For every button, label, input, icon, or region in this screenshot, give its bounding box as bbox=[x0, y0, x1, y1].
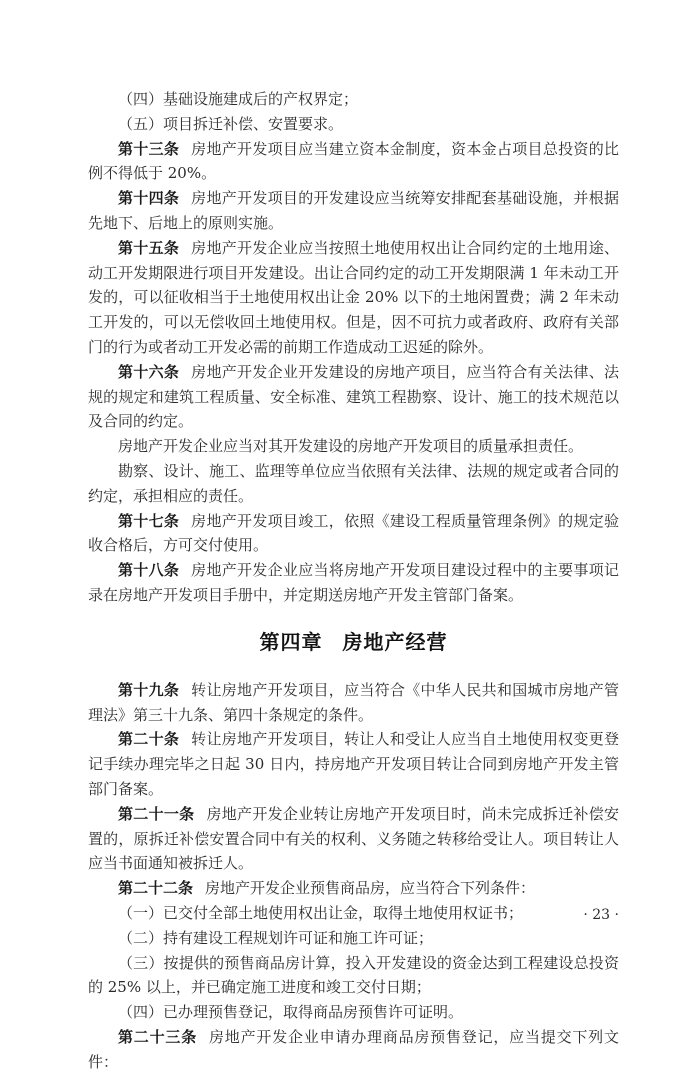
paragraph-text: 房地产开发项目竣工，依照《建设工程质量管理条例》的规定验收合格后，方可交付使用。 bbox=[88, 511, 619, 555]
article-label: 第十四条 bbox=[118, 189, 180, 208]
paragraph-text: 房地产开发企业应当将房地产开发项目建设过程中的主要事项记录在房地产开发项目手册中，并定期送房地产开发主管部门备案。 bbox=[88, 561, 619, 604]
paragraph-text: 房地产开发企业转让房地产开发项目时，尚未完成拆迁补偿安置的，原拆迁补偿安置合同中有关的权利、义务随之转移给受让人。项目转让人应当书面通知被拆迁人。 bbox=[88, 804, 619, 873]
paragraph bbox=[88, 1000, 619, 1025]
article-paragraph bbox=[88, 876, 619, 901]
article-label: 第十九条 bbox=[118, 680, 180, 699]
article-label: 第二十三条 bbox=[118, 1027, 197, 1046]
article-paragraph bbox=[88, 802, 619, 876]
paragraph bbox=[88, 951, 619, 1001]
paragraph bbox=[88, 434, 619, 459]
paragraph bbox=[88, 901, 619, 926]
paragraph-text: （二）持有建设工程规划许可证和施工许可证； bbox=[118, 928, 434, 947]
paragraph-text: （四）基础设施建成后的产权界定； bbox=[118, 90, 359, 108]
paragraph-text: （三）按提供的预售商品房计算，投入开发建设的资金达到工程建设总投资的 25% 以上，并已确定施工进度和竣工交付日期； bbox=[88, 953, 619, 997]
article-label: 第二十条 bbox=[118, 730, 180, 749]
paragraph-text: 房地产开发企业开发建设的房地产项目，应当符合有关法律、法规的规定和建筑工程质量、安全标准、建筑工程勘察、设计、施工的技术规范以及合同的约定。 bbox=[88, 362, 619, 431]
article-label: 第十八条 bbox=[118, 561, 180, 580]
chapter-title: 房地产经营 bbox=[342, 629, 448, 654]
article-label: 第十七条 bbox=[118, 511, 180, 530]
paragraph-text: 勘察、设计、施工、监理等单位应当依照有关法律、法规的规定或者合同的约定，承担相应的责任。 bbox=[88, 461, 619, 505]
article-label: 第十五条 bbox=[118, 238, 180, 257]
article-paragraph bbox=[88, 236, 619, 360]
article-label: 第二十一条 bbox=[118, 804, 195, 823]
paragraph-text: 转让房地产开发项目，应当符合《中华人民共和国城市房地产管理法》第三十九条、第四十条规定的条件。 bbox=[88, 680, 619, 724]
paragraph bbox=[88, 459, 619, 509]
article-paragraph bbox=[88, 727, 619, 801]
article-paragraph bbox=[88, 137, 619, 187]
article-paragraph bbox=[88, 1025, 619, 1074]
paragraph-text: 房地产开发项目应当建立资本金制度，资本金占项目总投资的比例不得低于 20%。 bbox=[88, 139, 619, 183]
section-after-chapter bbox=[88, 678, 619, 1074]
paragraph-text: 房地产开发企业应当按照土地使用权出让合同约定的土地用途、动工开发期限进行项目开发建设。出让合同约定的动工开发期限满 1 年未动工开发的，可以征收相当于土地使用权出让金 20% 以下的土地闲置费；满 2 年未动工开发的，可以无偿收回土地使用权。但是，因不可抗力或者政府、政府有关部门的行为或者动工开发必需的前期工作造成动工迟延的除外。 bbox=[88, 238, 619, 356]
article-label: 第二十二条 bbox=[118, 879, 194, 898]
paragraph-text: 房地产开发企业申请办理商品房预售登记，应当提交下列文件： bbox=[88, 1027, 619, 1071]
paragraph-text: 房地产开发企业应当对其开发建设的房地产开发项目的质量承担责任。 bbox=[118, 437, 584, 456]
paragraph-text: （五）项目拆迁补偿、安置要求。 bbox=[118, 114, 344, 133]
article-paragraph bbox=[88, 360, 619, 434]
article-paragraph bbox=[88, 678, 619, 728]
chapter-heading bbox=[88, 628, 619, 656]
chapter-number: 第四章 bbox=[259, 629, 323, 654]
page-number: · 23 · bbox=[583, 907, 619, 923]
paragraph-text: 房地产开发企业预售商品房，应当符合下列条件： bbox=[205, 879, 536, 898]
paragraph bbox=[88, 926, 619, 951]
article-label: 第十三条 bbox=[118, 139, 180, 158]
paragraph-text: 转让房地产开发项目，转让人和受让人应当自土地使用权变更登记手续办理完毕之日起 30 日内，持房地产开发项目转让合同到房地产开发主管部门备案。 bbox=[88, 730, 619, 798]
article-paragraph bbox=[88, 509, 619, 559]
article-paragraph bbox=[88, 558, 619, 608]
page-body bbox=[88, 87, 619, 1074]
paragraph-text: 房地产开发项目的开发建设应当统筹安排配套基础设施，并根据先地下、后地上的原则实施。 bbox=[88, 189, 619, 232]
article-label: 第十六条 bbox=[118, 362, 180, 381]
paragraph-text: （一）已交付全部土地使用权出让金，取得土地使用权证书； bbox=[118, 903, 524, 922]
section-before-chapter bbox=[88, 87, 619, 608]
paragraph-text: （四）已办理预售登记，取得商品房预售许可证明。 bbox=[118, 1003, 464, 1022]
paragraph bbox=[88, 112, 619, 137]
paragraph bbox=[88, 87, 619, 112]
article-paragraph bbox=[88, 186, 619, 236]
